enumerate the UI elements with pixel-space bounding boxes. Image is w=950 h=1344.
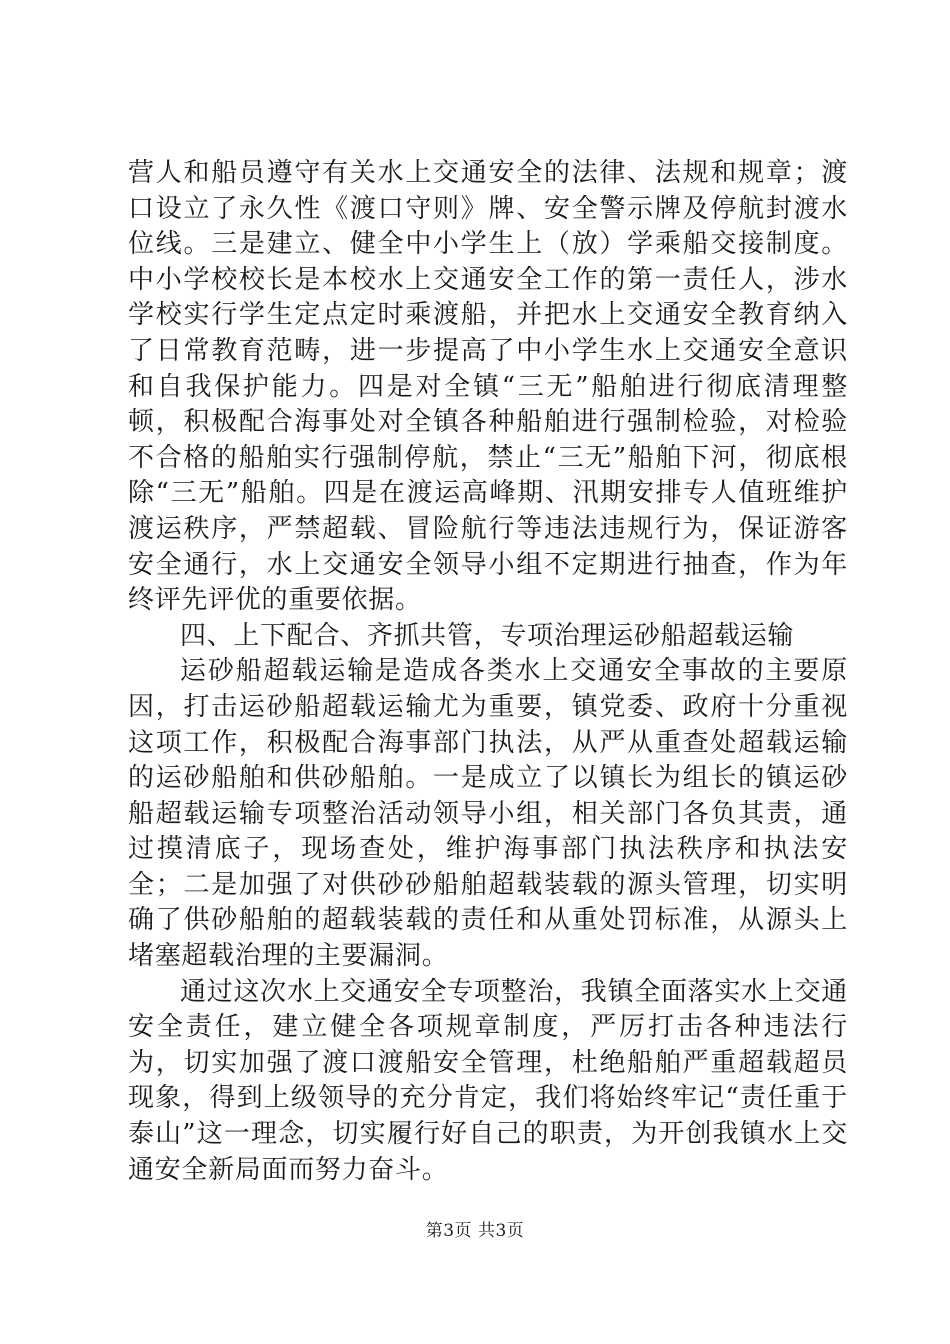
paragraph-sand-ship-overload: 运砂船超载运输是造成各类水上交通安全事故的主要原因，打击运砂船超载运输尤为重要，镇党委、政府十分重视这项工作，积极配合海事部门执法，从严从重查处超载运输的运砂船舶和供砂船舶。一是成立了以镇长为组长的镇运砂船超载运输专项整治活动领导小组，相关部门各负其责，通过摸清底子，现场查处，维护海事部门执法秩序和执法安全；二是加强了对供砂砂船舶超载装载的源头管理，切实明确了供砂船舶的超载装载的责任和从重处罚标准，从源头上堵塞超载治理的主要漏洞。 xyxy=(128,656,848,972)
document-body xyxy=(128,156,848,1188)
page-number-footer: 第3页 共3页 xyxy=(425,1221,525,1241)
paragraph-continuation: 营人和船员遵守有关水上交通安全的法律、法规和规章；渡口设立了永久性《渡口守则》牌、安全警示牌及停航封渡水位线。三是建立、健全中小学生上（放）学乘船交接制度。中小学校校长是本校水上交通安全工作的第一责任人，涉水学校实行学生定点定时乘渡船，并把水上交通安全教育纳入了日常教育范畴，进一步提高了中小学生水上交通安全意识和自我保护能力。四是对全镇“三无”船舶进行彻底清理整顿，积极配合海事处对全镇各种船舶进行强制检验，对检验不合格的船舶实行强制停航，禁止“三无”船舶下河，彻底根除“三无”船舶。四是在渡运高峰期、汛期安排专人值班维护渡运秩序，严禁超载、冒险航行等违法违规行为，保证游客安全通行，水上交通安全领导小组不定期进行抽查，作为年终评先评优的重要依据。 xyxy=(128,158,848,616)
paragraph-conclusion: 通过这次水上交通安全专项整治，我镇全面落实水上交通安全责任，建立健全各项规章制度，严厉打击各种违法行为，切实加强了渡口渡船安全管理，杜绝船舶严重超载超员现象，得到上级领导的充分肯定，我们将始终牢记“责任重于泰山”这一理念，切实履行好自己的职责，为开创我镇水上交通安全新局面而努力奋斗。 xyxy=(128,976,848,1185)
section-heading: 四、上下配合、齐抓共管，专项治理运砂船超载运输 xyxy=(180,620,795,651)
